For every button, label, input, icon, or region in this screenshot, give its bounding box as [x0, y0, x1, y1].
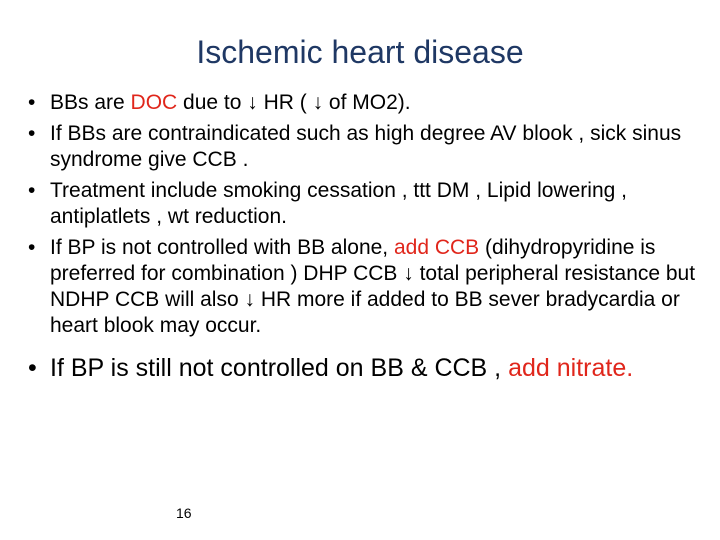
- bullet-dot-icon: •: [28, 91, 36, 114]
- bullet-text: (dihydropyridine is preferred for combination ) DHP CCB ↓ total peripheral resistance but NDHP CCB will also ↓ HR more if added to BB sever bradycardia or heart blook may occur.: [50, 236, 696, 337]
- bullet-dot-icon: •: [28, 179, 36, 202]
- bullet-item-add-ccb: [24, 235, 704, 339]
- bullet-dot-icon: •: [28, 354, 37, 382]
- bullet-dot-icon: •: [28, 122, 36, 145]
- page-number: 16: [176, 505, 192, 521]
- bullet-text: Treatment include smoking cessation , ttt DM , Lipid lowering , antiplatlets , wt reduction.: [50, 179, 627, 228]
- highlight-add-ccb: add CCB: [393, 236, 480, 259]
- bullet-text: If BP is not controlled with BB alone,: [50, 236, 394, 259]
- slide-title: Ischemic heart disease: [196, 34, 524, 70]
- bullet-item-treatment: [24, 178, 704, 230]
- bullet-dot-icon: •: [28, 236, 36, 259]
- bullet-text: BBs are: [50, 91, 131, 114]
- bullet-item-doc: [24, 90, 704, 116]
- highlight-add-nitrate: add nitrate.: [508, 354, 634, 382]
- highlight-doc: DOC: [130, 91, 178, 114]
- bullet-item-add-nitrate: [24, 353, 704, 384]
- bullet-text: due to ↓ HR ( ↓ of MO2).: [177, 91, 411, 114]
- bullet-text: If BBs are contraindicated such as high degree AV blook , sick sinus syndrome give CCB .: [50, 122, 682, 171]
- bullet-list: [24, 90, 704, 389]
- bullet-item-contraindication: [24, 121, 704, 173]
- bullet-text: If BP is still not controlled on BB & CCB ,: [50, 354, 509, 382]
